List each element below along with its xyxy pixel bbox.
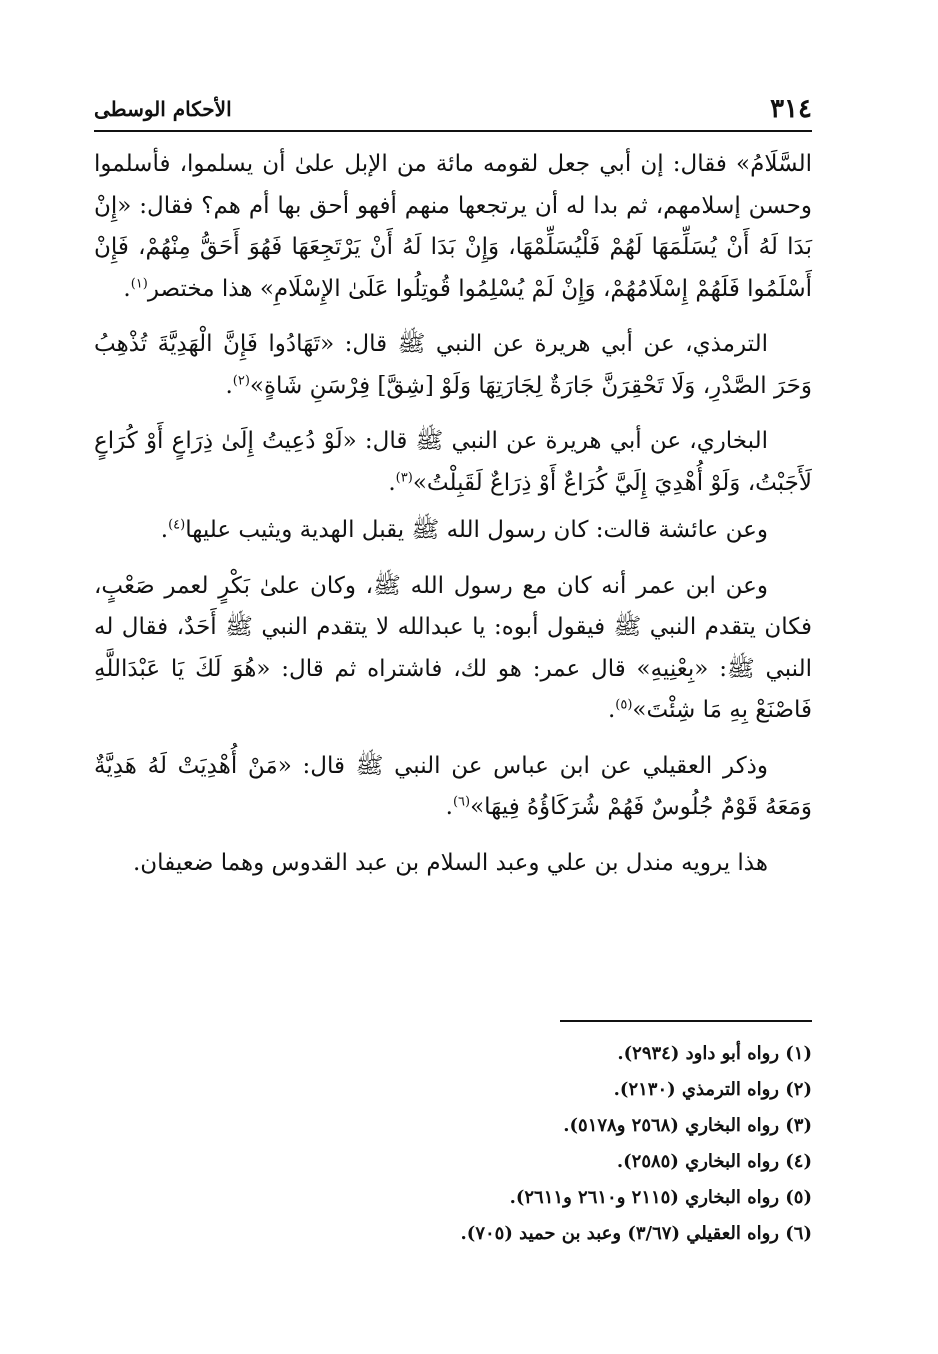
paragraph-6: [94, 746, 812, 829]
paragraph-text: وعن عائشة قالت: كان رسول الله ﷺ يقبل الهدية ويثيب عليها: [185, 517, 768, 543]
footnote-separator: [560, 1020, 812, 1022]
footnote-ref: (٢): [232, 372, 250, 388]
sentence-period: .: [225, 372, 233, 399]
footnote-3: (٣) رواه البخاري (٢٥٦٨ و٥١٧٨).: [563, 1115, 812, 1136]
footnote-6: (٦) رواه العقيلي (٣/٦٧) وعبد بن حميد (٧٠٥).: [460, 1223, 812, 1244]
paragraph-text: وعن ابن عمر أنه كان مع رسول الله ﷺ، وكان علىٰ بَكْرٍ لعمر صَعْبٍ، فكان يتقدم النبي ﷺ فيقول أبوه: يا عبدالله لا يتقدم النبي ﷺ أَحَدٌ، فقال له النبي ﷺ: «بِعْنِيهِ» قال عمر: هو لك، فاشتراه ثم قال: «هُوَ لَكَ يَا عَبْدَاللَّهِ فَاصْنَعْ بِهِ مَا شِئْتَ»: [94, 572, 812, 723]
paragraph-text: هذا يرويه مندل بن علي وعبد السلام بن عبد القدوس وهما ضعيفان.: [132, 849, 768, 876]
running-title: الأحكام الوسطى: [94, 97, 232, 121]
paragraph-text: البخاري، عن أبي هريرة عن النبي ﷺ قال: «لَوْ دُعِيتُ إِلَىٰ ذِرَاعٍ أَوْ كُرَاعٍ لَأَجَبْتُ، وَلَوْ أُهْدِيَ إِلَيَّ كُرَاعٌ أَوْ ذِرَاعٌ لَقَبِلْتُ»: [94, 428, 812, 496]
paragraph-3: [94, 421, 812, 504]
page-number: ٣١٤: [770, 94, 812, 124]
sentence-period: .: [123, 275, 131, 302]
footnotes: [112, 1036, 812, 1252]
paragraph-1: [94, 144, 812, 310]
footnote-2: (٢) رواه الترمذي (٢١٣٠).: [613, 1079, 812, 1100]
footnote-ref: (٤): [168, 517, 186, 533]
main-text: [94, 144, 812, 884]
footnote-ref: (٦): [452, 794, 471, 810]
footnote-ref: (٣): [395, 469, 413, 485]
page-header: [94, 88, 812, 132]
footnote-4: (٤) رواه البخاري (٢٥٨٥).: [616, 1151, 812, 1172]
paragraph-text: وذكر العقيلي عن ابن عباس عن النبي ﷺ قال: «مَنْ أُهْدِيَتْ لَهُ هَدِيَّةٌ وَمَعَهُ قَوْمٌ جُلُوسٌ فَهُمْ شُرَكَاؤُهُ فِيهَا»: [94, 752, 812, 820]
sentence-period: .: [607, 697, 616, 723]
paragraph-text: السَّلَامُ» فقال: إن أبي جعل لقومه مائة من الإبل علىٰ أن يسلموا، فأسلموا وحسن إسلامهم، ثم بدا له أن يرتجعها منهم أفهو أحق بها أم هم؟ فقال: «إِنْ بَدَا لَهُ أَنْ يُسَلِّمَهَا لَهُمْ فَلْيُسَلِّمْهَا، وَإِنْ بَدَا لَهُ أَنْ يَرْتَجِعَهَا فَهُوَ أَحَقُّ مِنْهُمْ، فَإِنْ أَسْلَمُوا فَلَهُمْ إِسْلَامُهُمْ، وَإِنْ لَمْ يُسْلِمُوا قُوتِلُوا عَلَىٰ الإِسْلَامِ» هذا مختصر: [94, 151, 812, 302]
sentence-period: .: [160, 517, 169, 543]
paragraph-5: [94, 566, 812, 732]
paragraph-4: [94, 510, 812, 552]
footnote-ref: (١): [130, 275, 148, 291]
sentence-period: .: [445, 794, 453, 820]
paragraph-2: [94, 324, 812, 407]
sentence-period: .: [388, 469, 396, 496]
footnote-ref: (٥): [615, 697, 633, 713]
paragraph-text: الترمذي، عن أبي هريرة عن النبي ﷺ قال: «تَهَادُوا فَإِنَّ الْهَدِيَّةَ تُذْهِبُ وَحَرَ الصَّدْرِ، وَلَا تَحْقِرَنَّ جَارَةٌ لِجَارَتِهَا وَلَوْ [شِقَّ] فِرْسَنِ شَاةٍ»: [94, 331, 812, 399]
paragraph-7: [94, 843, 812, 885]
footnote-1: (١) رواه أبو داود (٢٩٣٤).: [617, 1043, 812, 1064]
footnote-5: (٥) رواه البخاري (٢١١٥ و٢٦١٠ و٢٦١١).: [509, 1187, 812, 1208]
